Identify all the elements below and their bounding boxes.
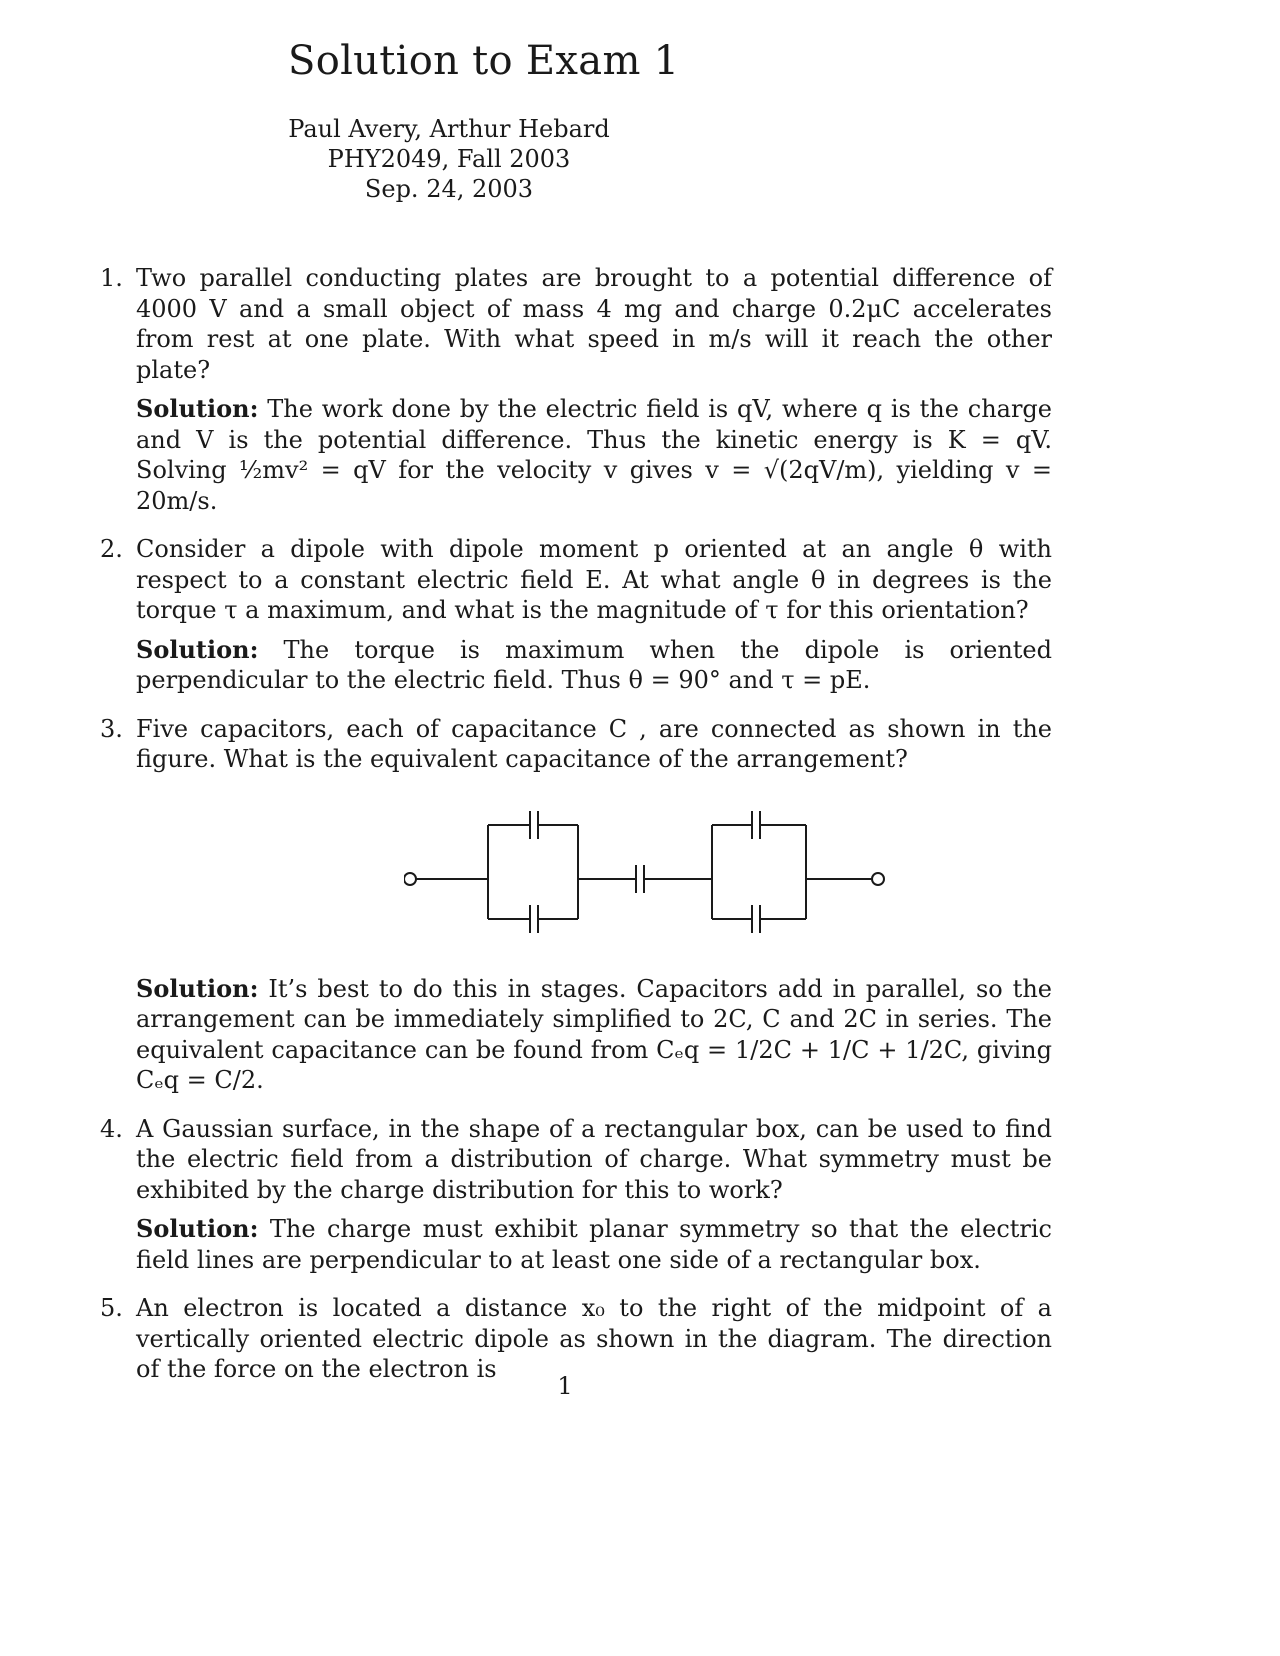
problem-4 xyxy=(100,1114,1052,1276)
solution-text: The work done by the electric field is qV, where q is the charge and V is the potential difference. Thus the kinetic energy is K = qV. Solving ½mv² = qV for the velocity v gives v = √(2qV/m), yielding v = 20m/s. xyxy=(136,395,1052,515)
problem-text: Five capacitors, each of capacitance C , are connected as shown in the figure. What is the equivalent capacitance of the arrangement? xyxy=(136,714,1052,773)
capacitor-circuit-diagram xyxy=(404,809,894,937)
problem-3 xyxy=(100,714,1052,1096)
solution xyxy=(136,1214,1052,1275)
solution-text: It’s best to do this in stages. Capacitors add in parallel, so the arrangement can be immediately simplified to 2C, C and 2C in series. The equivalent capacitance can be found from Cₑq = 1/2C + 1/C + 1/2C, giving Cₑq = C/2. xyxy=(136,974,1052,1094)
problem-text: Two parallel conducting plates are brought to a potential difference of 4000 V and a small object of mass 4 mg and charge 0.2μC accelerates from rest at one plate. With what speed in m/s will it reach the other plate? xyxy=(136,264,1052,384)
author-block xyxy=(288,114,610,204)
solution-text: The charge must exhibit planar symmetry so that the electric field lines are perpendicular to at least one side of a rectangular box. xyxy=(136,1215,1052,1274)
problem-number: 1. xyxy=(100,264,123,292)
problem-number: 3. xyxy=(100,714,123,743)
left-terminal xyxy=(404,873,416,885)
solution-label: Solution: xyxy=(136,1214,259,1243)
page-number: 1 xyxy=(557,1372,573,1400)
page-title: Solution to Exam 1 xyxy=(288,38,680,84)
authors: Paul Avery, Arthur Hebard xyxy=(288,115,610,143)
solution-label: Solution: xyxy=(136,394,259,423)
solution xyxy=(136,974,1052,1096)
solution xyxy=(136,635,1052,696)
solution xyxy=(136,394,1052,516)
problem-1 xyxy=(100,263,1052,516)
problem-text: An electron is located a distance x₀ to the right of the midpoint of a vertically oriented electric dipole as shown in the diagram. The direction of the force on the electron is xyxy=(136,1294,1052,1383)
date: Sep. 24, 2003 xyxy=(364,175,534,203)
problem-number: 4. xyxy=(100,1114,123,1143)
problem-number: 2. xyxy=(100,535,123,563)
problem-2 xyxy=(100,534,1052,696)
problem-list xyxy=(100,263,1052,1385)
solution-label: Solution: xyxy=(136,634,259,664)
problem-text: A Gaussian surface, in the shape of a rectangular box, can be used to find the electric field from a distribution of charge. What symmetry must be exhibited by the charge distribution for this to work? xyxy=(136,1114,1052,1204)
course: PHY2049, Fall 2003 xyxy=(327,145,571,173)
right-terminal xyxy=(872,873,884,885)
solution-label: Solution: xyxy=(136,973,259,1003)
problem-number: 5. xyxy=(100,1294,123,1322)
problem-5 xyxy=(100,1293,1052,1385)
problem-text: Consider a dipole with dipole moment p oriented at an angle θ with respect to a constant electric field E. At what angle θ in degrees is the torque τ a maximum, and what is the magnitude of τ for this orientation? xyxy=(136,535,1052,624)
solution-text: The torque is maximum when the dipole is oriented perpendicular to the electric field. Thus θ = 90° and τ = pE. xyxy=(136,635,1052,694)
